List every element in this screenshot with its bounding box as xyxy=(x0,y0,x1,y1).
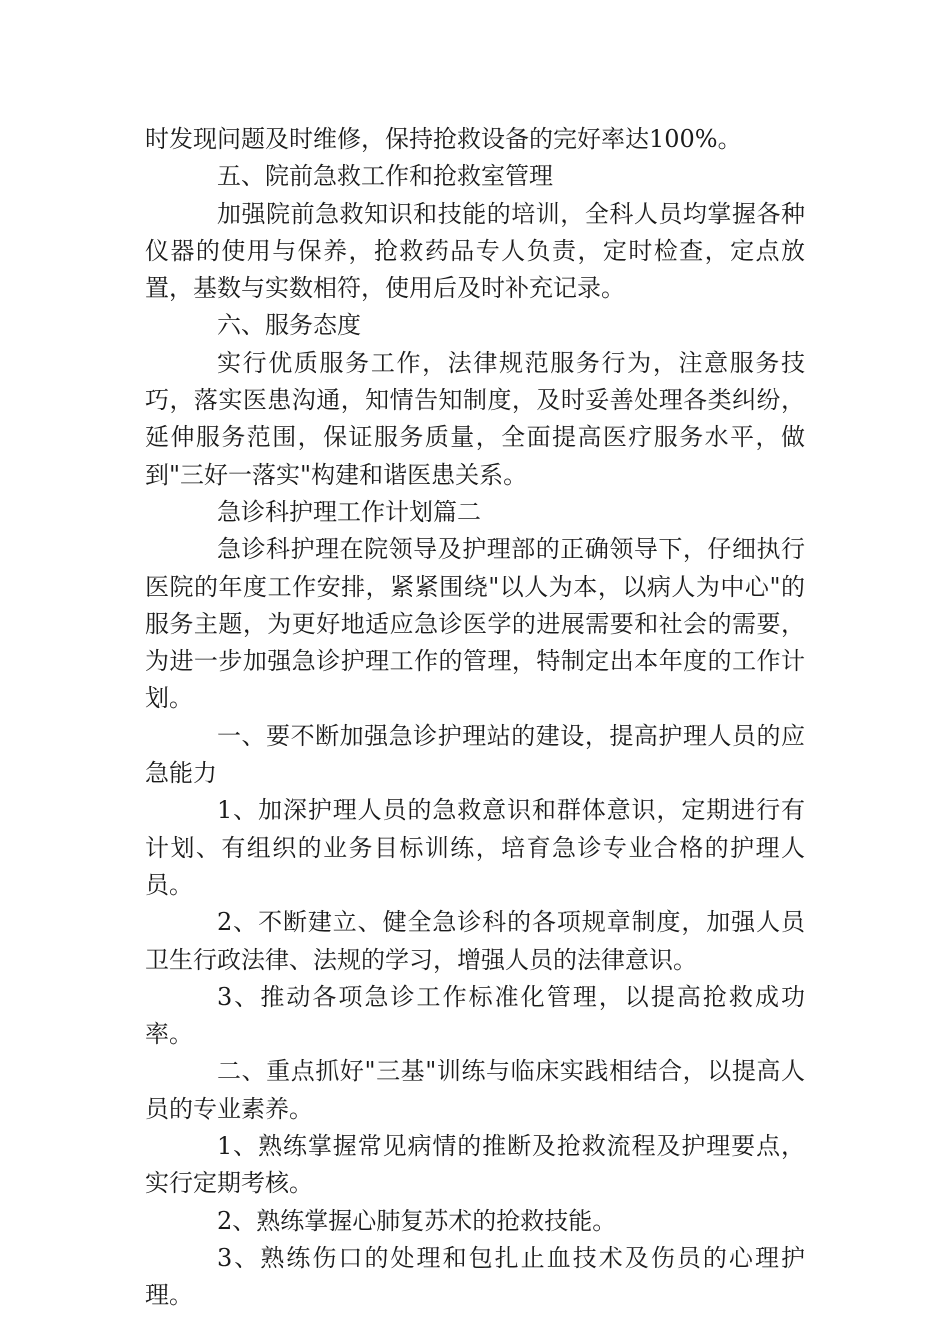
list-item-1-2: 2、不断建立、健全急诊科的各项规章制度，加强人员卫生行政法律、法规的学习，增强人员的法律意识。 xyxy=(145,908,805,974)
section-heading-2: 二、重点抓好"三基"训练与临床实践相结合，以提高人员的专业素养。 xyxy=(145,1057,805,1123)
list-item-2-3: 3、熟练伤口的处理和包扎止血技术及伤员的心理护理。 xyxy=(145,1243,805,1310)
list-item-1-1: 1、加深护理人员的急救意识和群体意识，定期进行有计划、有组织的业务目标训练，培育急诊专业合格的护理人员。 xyxy=(145,796,805,899)
section-heading-5: 五、院前急救工作和抢救室管理 xyxy=(217,162,553,191)
section-heading-6: 六、服务态度 xyxy=(217,311,361,340)
list-item-2-2: 2、熟练掌握心肺复苏术的抢救技能。 xyxy=(217,1206,617,1235)
document-body xyxy=(145,121,805,1315)
paragraph-intro: 急诊科护理在院领导及护理部的正确领导下，仔细执行医院的年度工作安排，紧紧围绕"以人为本，以病人为中心"的服务主题，为更好地适应急诊医学的进展需要和社会的需要，为进一步加强急诊护理工作的管理，特制定出本年度的工作计划。 xyxy=(145,535,805,713)
article-title-2: 急诊科护理工作计划篇二 xyxy=(217,497,481,526)
section-heading-1: 一、要不断加强急诊护理站的建设，提高护理人员的应急能力 xyxy=(145,721,805,788)
list-item-1-3: 3、推动各项急诊工作标准化管理，以提高抢救成功率。 xyxy=(145,982,805,1049)
list-item-2-1: 1、熟练掌握常见病情的推断及抢救流程及护理要点，实行定期考核。 xyxy=(145,1132,805,1198)
paragraph-service: 实行优质服务工作，法律规范服务行为，注意服务技巧，落实医患沟通，知情告知制度，及时妥善处理各类纠纷，延伸服务范围，保证服务质量，全面提高医疗服务水平，做到"三好一落实"构建和谐医患关系。 xyxy=(145,348,805,489)
paragraph-prehospital: 加强院前急救知识和技能的培训，全科人员均掌握各种仪器的使用与保养，抢救药品专人负责，定时检查，定点放置，基数与实数相符，使用后及时补充记录。 xyxy=(145,199,805,303)
paragraph-continuation: 时发现问题及时维修，保持抢救设备的完好率达100%。 xyxy=(145,125,742,153)
